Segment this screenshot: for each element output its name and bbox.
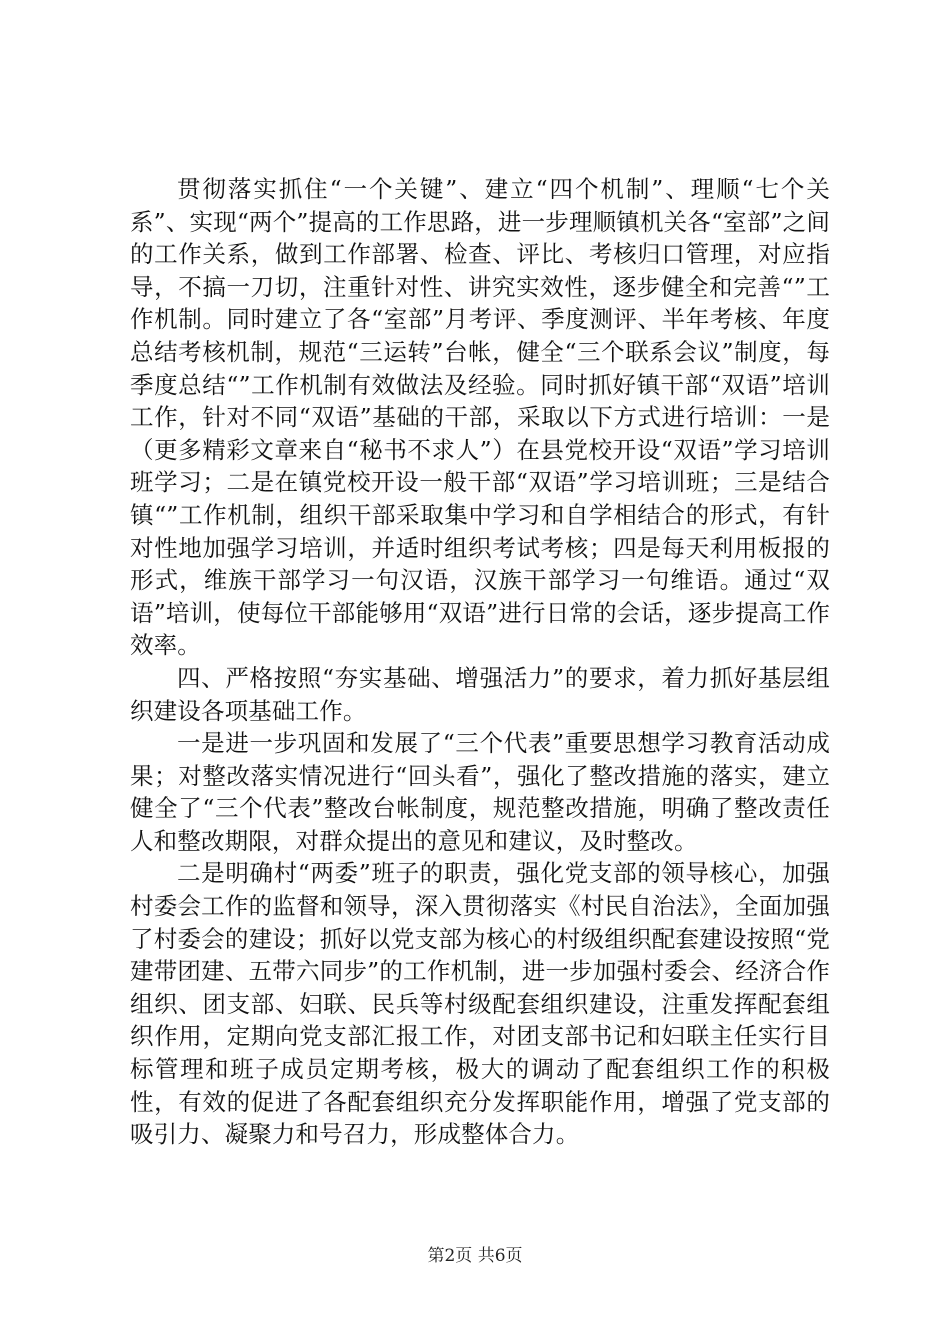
- paragraph-village-committees: 二是明确村“两委”班子的职责，强化党支部的领导核心，加强村委会工作的监督和领导，深入贯彻落实《村民自治法》，全面加强了村委会的建设；抓好以党支部为核心的村级组织配套建设按照“党建带团建、五带六同步”的工作机制，进一步加强村委会、经济合作组织、团支部、妇联、民兵等村级配套组织建设，注重发挥配套组织作用，定期向党支部汇报工作，对团支部书记和妇联主任实行目标管理和班子成员定期考核，极大的调动了配套组织工作的积极性，有效的促进了各配套组织充分发挥职能作用，增强了党支部的吸引力、凝聚力和号召力，形成整体合力。: [130, 859, 830, 1149]
- paragraph-section-four-heading: 四、严格按照“夯实基础、增强活力”的要求，着力抓好基层组织建设各项基础工作。: [130, 663, 830, 725]
- document-body: [130, 173, 830, 1151]
- paragraph-three-represents: 一是进一步巩固和发展了“三个代表”重要思想学习教育活动成果；对整改落实情况进行“回头看”，强化了整改措施的落实，建立健全了“三个代表”整改台帐制度，规范整改措施，明确了整改责任人和整改期限，对群众提出的意见和建议，及时整改。: [130, 729, 830, 855]
- paragraph-bilingual-training: 贯彻落实抓住“一个关键”、建立“四个机制”、理顺“七个关系”、实现“两个”提高的工作思路，进一步理顺镇机关各“室部”之间的工作关系，做到工作部署、检查、评比、考核归口管理，对应指导，不搞一刀切，注重针对性、讲究实效性，逐步健全和完善“”工作机制。同时建立了各“室部”月考评、季度测评、半年考核、年度总结考核机制，规范“三运转”台帐，健全“三个联系会议”制度，每季度总结“”工作机制有效做法及经验。同时抓好镇干部“双语”培训工作，针对不同“双语”基础的干部，采取以下方式进行培训：一是（更多精彩文章来自“秘书不求人”）在县党校开设“双语”学习培训班学习；二是在镇党校开设一般干部“双语”学习培训班；三是结合镇“”工作机制，组织干部采取集中学习和自学相结合的形式，有针对性地加强学习培训，并适时组织考试考核；四是每天利用板报的形式，维族干部学习一句汉语，汉族干部学习一句维语。通过“双语”培训，使每位干部能够用“双语”进行日常的会话，逐步提高工作效率。: [130, 175, 830, 660]
- page-number-footer: 第2页 共6页: [427, 1246, 523, 1266]
